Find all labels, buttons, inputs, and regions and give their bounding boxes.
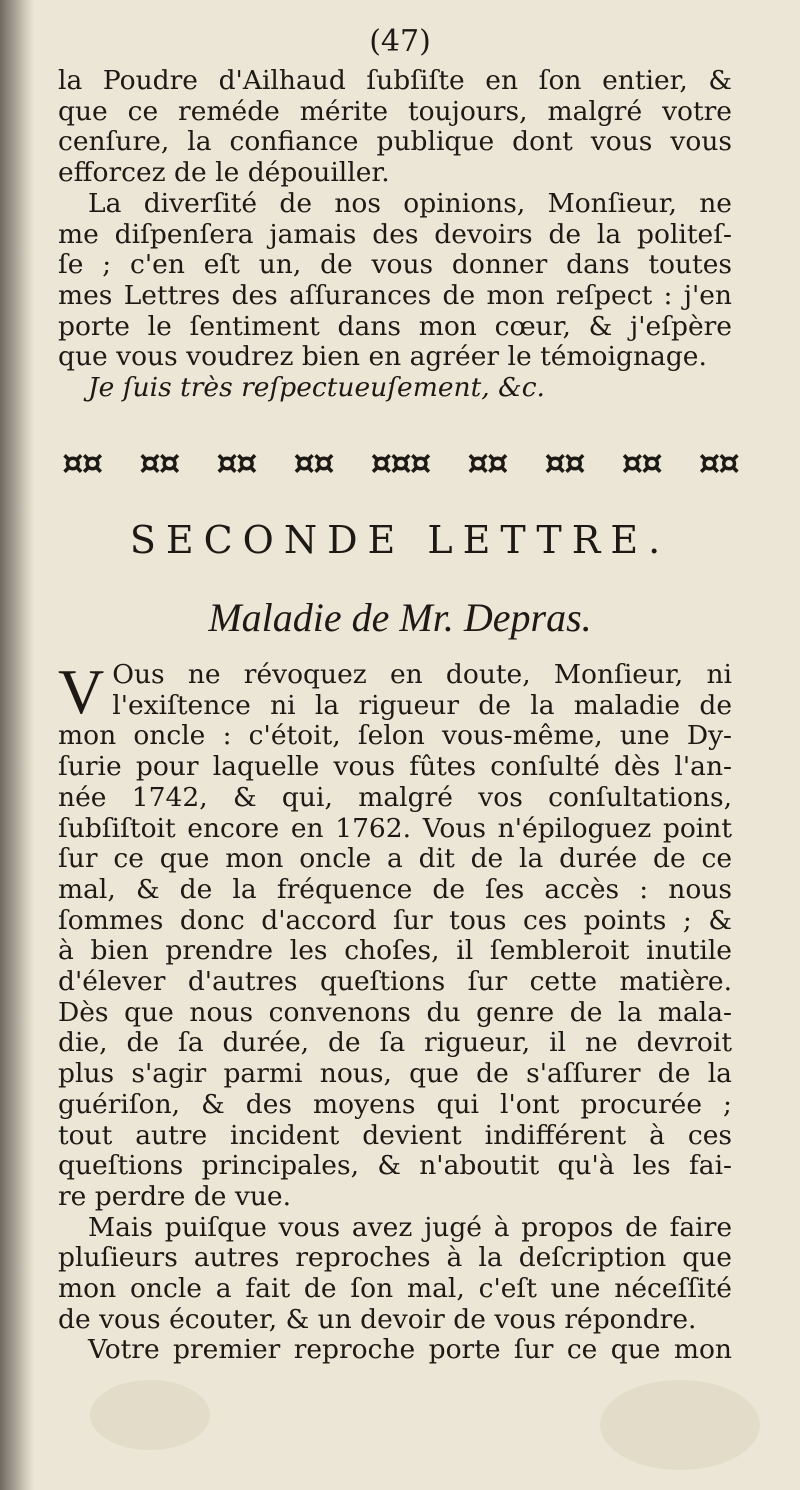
- paper-stain: [600, 1380, 760, 1470]
- text-line: ſommes donc d'accord ſur tous ces points ; &: [58, 904, 732, 936]
- text-line: à bien prendre les choſes, il ſembleroit inutile: [58, 935, 732, 967]
- book-spine-shadow: [0, 0, 34, 1490]
- text-line: que vous voudrez bien en agréer le témoignage.: [58, 341, 707, 373]
- text-line: mon oncle a fait de ſon mal, c'eſt une néceſſité: [58, 1273, 732, 1305]
- ornament-glyph: ¤¤¤: [370, 443, 430, 483]
- ornament-glyph: ¤¤: [467, 443, 507, 483]
- paragraph-5: [58, 1335, 732, 1366]
- text-line: Ous ne révoquez en doute, Monſieur, ni: [112, 659, 732, 690]
- text-line: queſtions principales, & n'aboutit qu'à les fai-: [58, 1150, 732, 1182]
- text-line: mal, & de la fréquence de ſes accès : nous: [58, 873, 732, 905]
- text-line: ſur ce que mon oncle a dit de la durée de ce: [58, 843, 732, 875]
- text-block-top: [58, 66, 732, 404]
- ornament-glyph: ¤¤: [293, 443, 333, 483]
- text-line: ſurie pour laquelle vous fûtes conſulté dès l'an-: [58, 751, 732, 783]
- text-line: ſe ; c'en eſt un, de vous donner dans toutes: [58, 249, 732, 281]
- paragraph-2: [58, 189, 732, 404]
- page-number: (47): [369, 24, 431, 59]
- text-line: tout autre incident devient indifférent à ces: [58, 1119, 732, 1151]
- paper-stain: [90, 1380, 210, 1450]
- text-line: ſubſiſtoit encore en 1762. Vous n'épiloguez point: [58, 812, 732, 844]
- text-line: guériſon, & des moyens qui l'ont procurée ;: [58, 1088, 732, 1120]
- text-line: re perdre de vue.: [58, 1180, 292, 1212]
- letter-subheading: Maladie de Mr. Depras.: [208, 595, 592, 640]
- text-line: de vous écouter, & un devoir de vous répondre.: [58, 1303, 697, 1335]
- text-line: me diſpenſera jamais des devoirs de la politeſ-: [58, 218, 732, 250]
- text-line: Votre premier reproche porte ſur ce que mon: [88, 1334, 732, 1366]
- text-line: porte le ſentiment dans mon cœur, & j'eſpère: [58, 310, 732, 342]
- text-line: plus s'agir parmi nous, que de s'aſſurer de la: [58, 1058, 732, 1090]
- ornament-glyph: ¤¤: [698, 443, 738, 483]
- ornament-glyph: ¤¤: [139, 443, 179, 483]
- paragraph-3: [58, 656, 732, 1213]
- ornament-glyph: ¤¤: [621, 443, 661, 483]
- text-line: pluſieurs autres reproches à la deſcription que: [58, 1242, 732, 1274]
- text-line: mon oncle : c'étoit, ſelon vous-même, une Dy-: [58, 720, 732, 752]
- paragraph-4: [58, 1213, 732, 1336]
- ornament-glyph: ¤¤: [62, 443, 102, 483]
- text-line: Mais puiſque vous avez jugé à propos de faire: [88, 1211, 732, 1243]
- ornament-glyph: ¤¤: [544, 443, 584, 483]
- text-line: mes Lettres des aſſurances de mon reſpect : j'en: [58, 279, 732, 311]
- text-line: die, de ſa durée, de ſa rigueur, il ne devroit: [58, 1027, 732, 1059]
- text-line: la Poudre d'Ailhaud ſubſiſte en ſon entier, &: [58, 65, 732, 96]
- paragraph-1: [58, 66, 732, 189]
- drop-cap: V: [58, 656, 105, 727]
- text-line: efforcez de le dépouiller.: [58, 157, 390, 189]
- letter-heading: SECONDE LETTRE.: [129, 518, 671, 562]
- ornament-glyph: ¤¤: [216, 443, 256, 483]
- text-line: l'exiſtence ni la rigueur de la maladie de: [112, 689, 732, 721]
- text-line: née 1742, & qui, malgré vos conſultations,: [58, 781, 732, 813]
- text-line: cenſure, la confiance publique dont vous vous: [58, 126, 732, 158]
- text-line: d'élever d'autres queſtions ſur cette matière.: [58, 966, 732, 998]
- text-line: Dès que nous convenons du genre de la mala-: [58, 996, 732, 1028]
- text-line: La diverſité de nos opinions, Monſieur, ne: [88, 187, 732, 219]
- decorative-ornament-band: [62, 440, 738, 486]
- text-block-body: [58, 656, 732, 1366]
- text-line: que ce reméde mérite toujours, malgré votre: [58, 95, 732, 127]
- closing-line: Je ſuis très reſpectueuſement, &c.: [88, 372, 545, 404]
